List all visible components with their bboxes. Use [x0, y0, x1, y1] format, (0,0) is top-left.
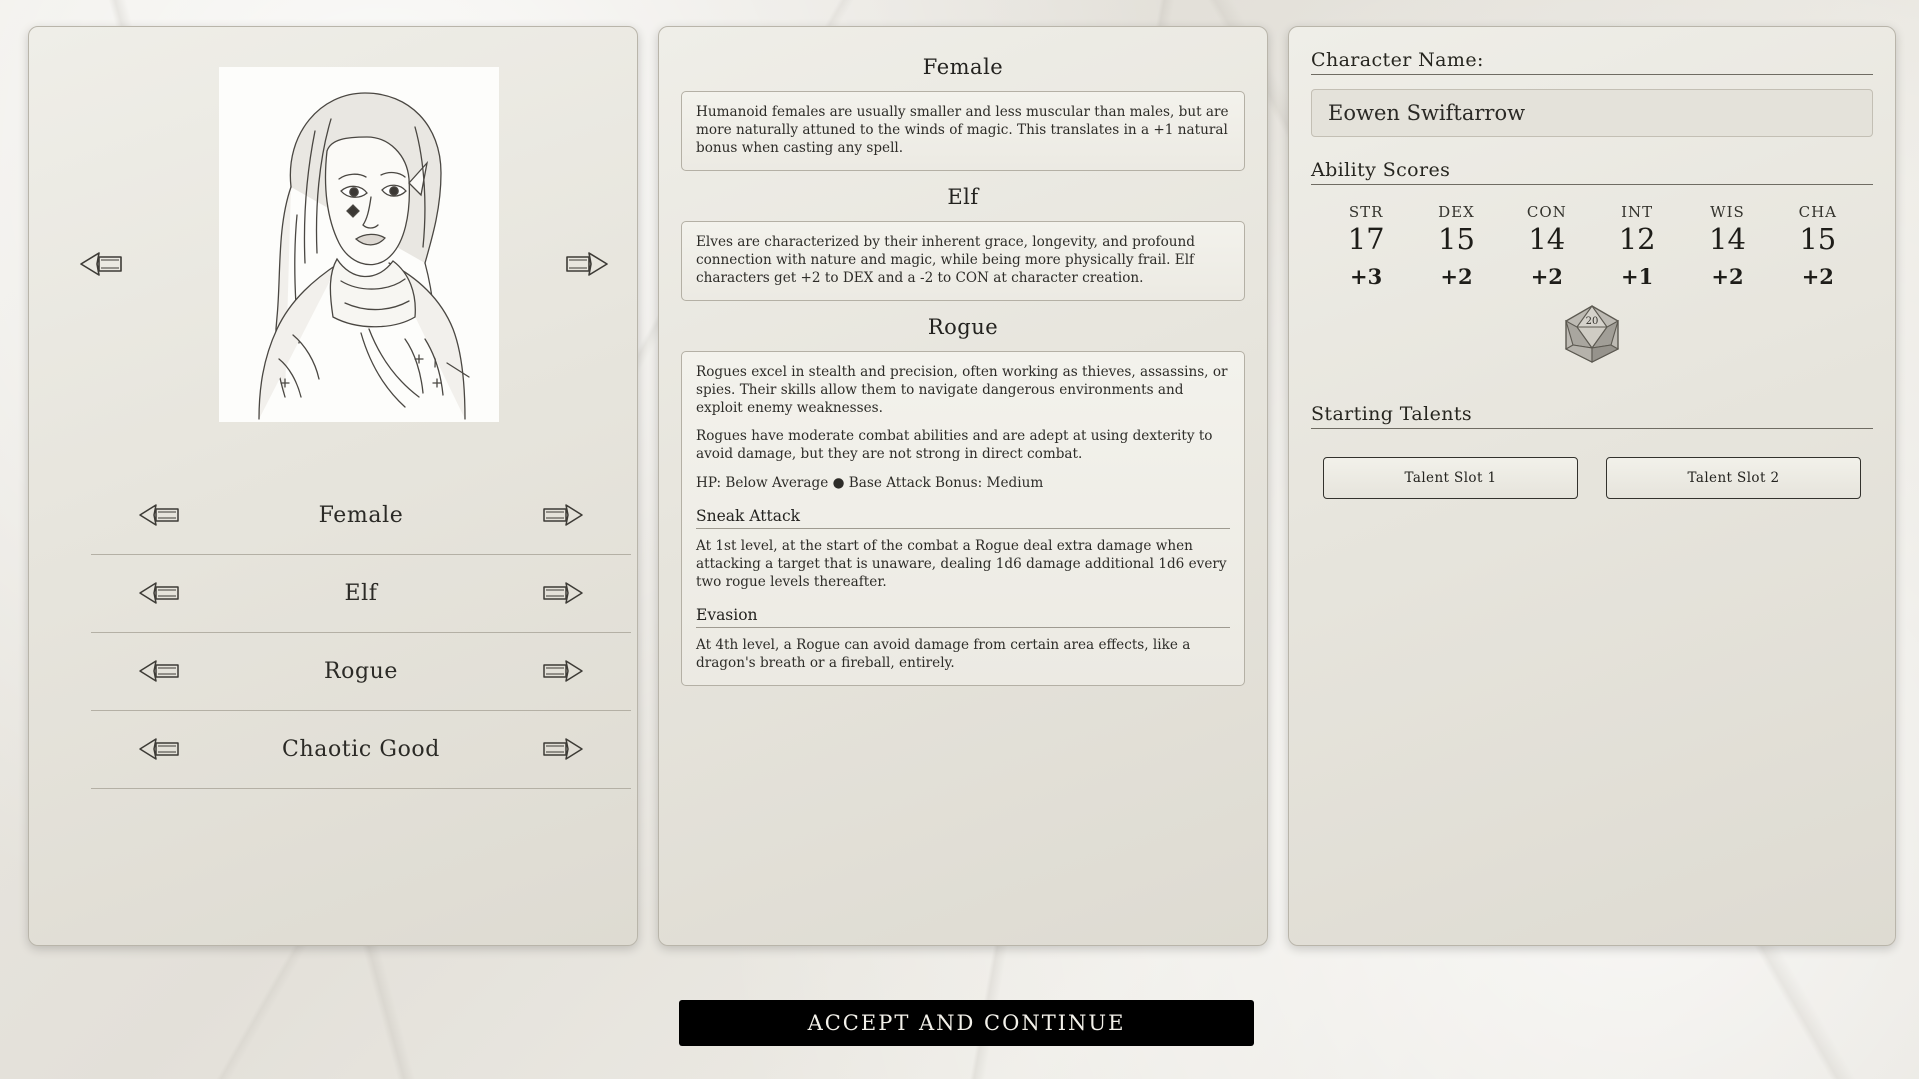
ability-str	[1321, 203, 1411, 289]
talent-slots-row	[1311, 457, 1873, 499]
ability-dex-modifier: +2	[1440, 264, 1473, 289]
d20-die-face: 20	[1585, 316, 1599, 327]
class-description-text-1: Rogues excel in stealth and precision, often working as thieves, assassins, or spies. Their skills allow them to navigate dangerous environments and exploit enemy weaknesses.	[696, 363, 1228, 416]
alignment-prev-button[interactable]	[137, 736, 181, 764]
selector-class	[91, 633, 631, 711]
ability-dex	[1411, 203, 1501, 289]
class-feature-title-1: Sneak Attack	[696, 507, 1230, 529]
d20-die-icon[interactable]	[1561, 303, 1623, 365]
description-panel	[658, 26, 1268, 946]
gender-description-text: Humanoid females are usually smaller and less muscular than males, but are more naturally attuned to the winds of magic. This translates in a +1 natural bonus when casting any spell.	[696, 104, 1229, 156]
class-stats-summary: HP: Below Average ● Base Attack Bonus: Medium	[696, 475, 1044, 492]
ability-wis	[1682, 203, 1772, 289]
ability-str-modifier: +3	[1350, 264, 1383, 289]
ability-cha-modifier: +2	[1801, 264, 1834, 289]
ability-wis-modifier: +2	[1711, 264, 1744, 289]
character-name-label: Character Name:	[1311, 49, 1873, 75]
race-value: Elf	[344, 581, 378, 606]
character-stats-panel	[1288, 26, 1896, 946]
selector-gender	[91, 477, 631, 555]
alignment-value: Chaotic Good	[282, 737, 440, 762]
roll-dice-container	[1311, 303, 1873, 369]
race-description-text: Elves are characterized by their inherent grace, longevity, and profound connection with nature and magic, while being more physically frail. Elf characters get +2 to DEX and a -2 to CON at character creation.	[696, 233, 1195, 286]
talent-slot-2[interactable]: Talent Slot 2	[1606, 457, 1861, 499]
ability-con-score: 14	[1528, 222, 1566, 256]
starting-talents-label: Starting Talents	[1311, 403, 1873, 429]
character-portrait	[219, 67, 499, 422]
ability-wis-score: 14	[1709, 222, 1746, 256]
talent-slot-1[interactable]: Talent Slot 1	[1323, 457, 1578, 499]
character-name-input[interactable]	[1311, 89, 1873, 137]
gender-value: Female	[318, 503, 404, 528]
gender-next-button[interactable]	[541, 502, 585, 530]
gender-section-title: Female	[922, 55, 1004, 79]
ability-cha-name: CHA	[1798, 203, 1837, 221]
class-description-text-2: Rogues have moderate combat abilities and are adept at using dexterity to avoid damage, but they are not strong in direct combat.	[696, 428, 1213, 463]
ability-str-score: 17	[1347, 222, 1385, 256]
class-value: Rogue	[323, 659, 399, 684]
ability-dex-score: 15	[1438, 222, 1475, 256]
selector-alignment	[91, 711, 631, 789]
selector-race	[91, 555, 631, 633]
ability-scores-grid	[1311, 203, 1873, 289]
ability-con-name: CON	[1526, 203, 1567, 221]
gender-prev-button[interactable]	[137, 502, 181, 530]
race-section-title: Elf	[947, 184, 979, 209]
ability-wis-name: WIS	[1710, 203, 1745, 221]
race-description	[681, 221, 1245, 301]
ability-int-modifier: +1	[1621, 264, 1654, 289]
portrait-next-button[interactable]	[563, 249, 611, 283]
ability-cha-score: 15	[1799, 222, 1837, 256]
gender-description	[681, 91, 1245, 171]
portrait-prev-button[interactable]	[77, 249, 125, 283]
ability-int-score: 12	[1618, 222, 1656, 256]
class-feature-title-2: Evasion	[696, 606, 1230, 628]
race-next-button[interactable]	[541, 580, 585, 608]
ability-con	[1502, 203, 1592, 289]
ability-dex-name: DEX	[1438, 203, 1475, 221]
class-next-button[interactable]	[541, 658, 585, 686]
accept-and-continue-button[interactable]: ACCEPT AND CONTINUE	[679, 1000, 1254, 1046]
class-feature-text-1: At 1st level, at the start of the combat a Rogue deal extra damage when attacking a target that is unaware, dealing 1d6 damage additional 1d6 every two rogue levels thereafter.	[696, 538, 1227, 591]
ability-cha	[1773, 203, 1863, 289]
character-selectors	[91, 477, 631, 789]
class-feature-text-2: At 4th level, a Rogue can avoid damage from certain area effects, like a dragon's breath or a fireball, entirely.	[696, 637, 1191, 671]
ability-int-name: INT	[1621, 203, 1654, 221]
class-prev-button[interactable]	[137, 658, 181, 686]
ability-int	[1592, 203, 1682, 289]
race-prev-button[interactable]	[137, 580, 181, 608]
class-description	[681, 351, 1245, 686]
alignment-next-button[interactable]	[541, 736, 585, 764]
ability-scores-label: Ability Scores	[1311, 159, 1873, 185]
ability-con-modifier: +2	[1530, 264, 1563, 289]
ability-str-name: STR	[1348, 203, 1384, 221]
character-appearance-panel	[28, 26, 638, 946]
class-section-title: Rogue	[927, 314, 999, 339]
